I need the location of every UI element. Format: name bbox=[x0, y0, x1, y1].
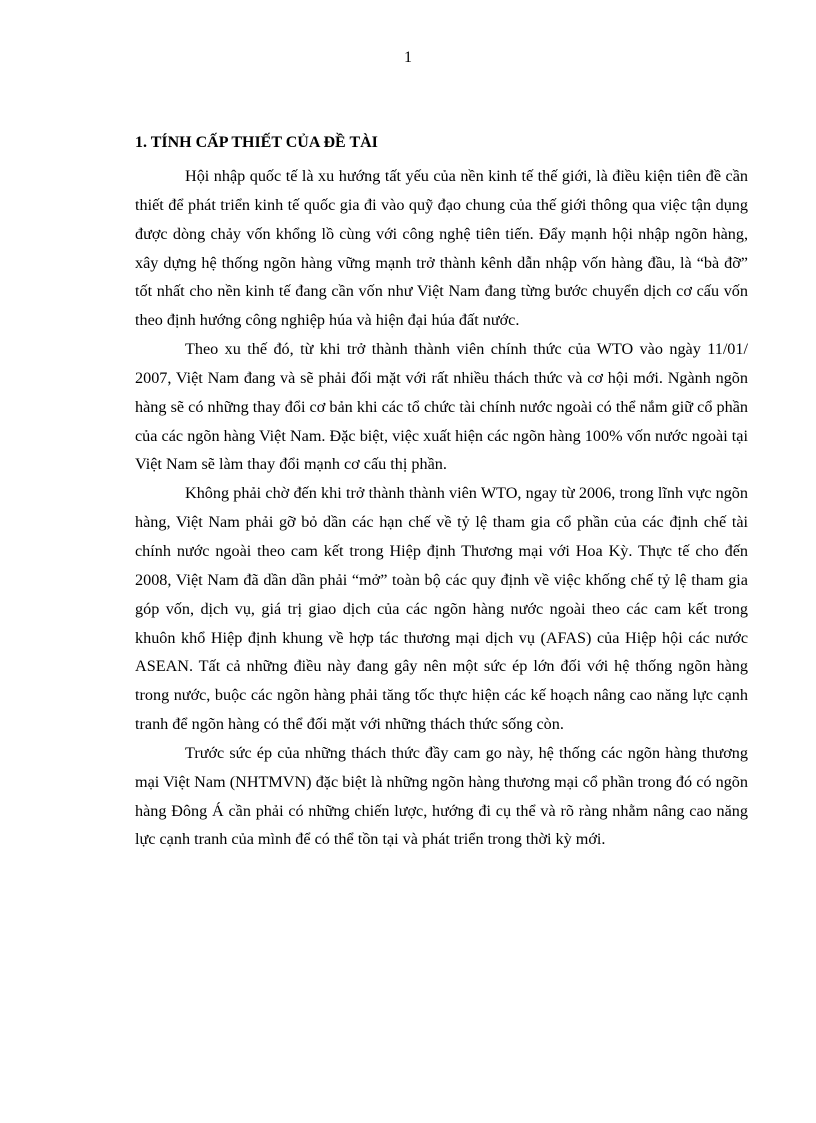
paragraph-integration: Hội nhập quốc tế là xu hướng tất yếu của nền kinh tế thế giới, là điều kiện tiên đề cần thiết để phát triển kinh tế quốc gia đi vào quỹ đạo chung của thế giới thông qua việc tận dụng được dòng chảy vốn khổng lồ cùng với công nghệ tiên tiến. Đẩy mạnh hội nhập ngõn hàng, xây dựng hệ thống ngõn hàng vững mạnh trở thành kênh dẫn nhập vốn hàng đầu, là “bà đỡ” tốt nhất cho nền kinh tế đang cần vốn như Việt Nam đang từng bước chuyển dịch cơ cấu vốn theo định hướng công nghiệp húa và hiện đại húa đất nước. bbox=[135, 167, 748, 330]
paragraph-barriers: Không phải chờ đến khi trở thành thành viên WTO, ngay từ 2006, trong lĩnh vực ngõn hàng, Việt Nam phải gỡ bỏ dần các hạn chế về tỷ lệ tham gia cổ phần của các định chế tài chính nước ngoài theo cam kết trong Hiệp định Thương mại với Hoa Kỳ. Thực tế cho đến 2008, Việt Nam đã dần dần phải “mở” toàn bộ các quy định về việc khống chế tỷ lệ tham gia góp vốn, dịch vụ, giá trị giao dịch của các ngõn hàng nước ngoài theo các cam kết trong khuôn khổ Hiệp định khung về hợp tác thương mại dịch vụ (AFAS) của Hiệp hội các nước ASEAN. Tất cả những điều này đang gây nên một sức ép lớn đối với hệ thống ngõn hàng trong nước, buộc các ngõn hàng phải tăng tốc thực hiện các kế hoạch nâng cao năng lực cạnh tranh để ngõn hàng có thể đối mặt với những thách thức sống còn. bbox=[135, 484, 748, 734]
section-content bbox=[135, 132, 748, 854]
section-heading: 1. TÍNH CẤP THIẾT CỦA ĐỀ TÀI bbox=[135, 134, 378, 151]
paragraph-pressure: Trước sức ép của những thách thức đầy cam go này, hệ thống các ngõn hàng thương mại Việt Nam (NHTMVN) đặc biệt là những ngõn hàng thương mại cổ phần trong đó có ngõn hàng Đông Á cần phải có những chiến lược, hướng đi cụ thể và rõ ràng nhằm nâng cao năng lực cạnh tranh của mình để có thể tồn tại và phát triển trong thời kỳ mới. bbox=[135, 743, 748, 849]
page-number: 1 bbox=[404, 49, 412, 66]
paragraph-wto: Theo xu thế đó, từ khi trở thành thành viên chính thức của WTO vào ngày 11/01/ 2007, Việt Nam đang và sẽ phải đối mặt với rất nhiều thách thức và cơ hội mới. Ngành ngõn hàng sẽ có những thay đổi cơ bản khi các tổ chức tài chính nước ngoài có thể nắm giữ cổ phần của các ngõn hàng Việt Nam. Đặc biệt, việc xuất hiện các ngõn hàng 100% vốn nước ngoài tại Việt Nam sẽ làm thay đổi mạnh cơ cấu thị phần. bbox=[135, 340, 748, 474]
